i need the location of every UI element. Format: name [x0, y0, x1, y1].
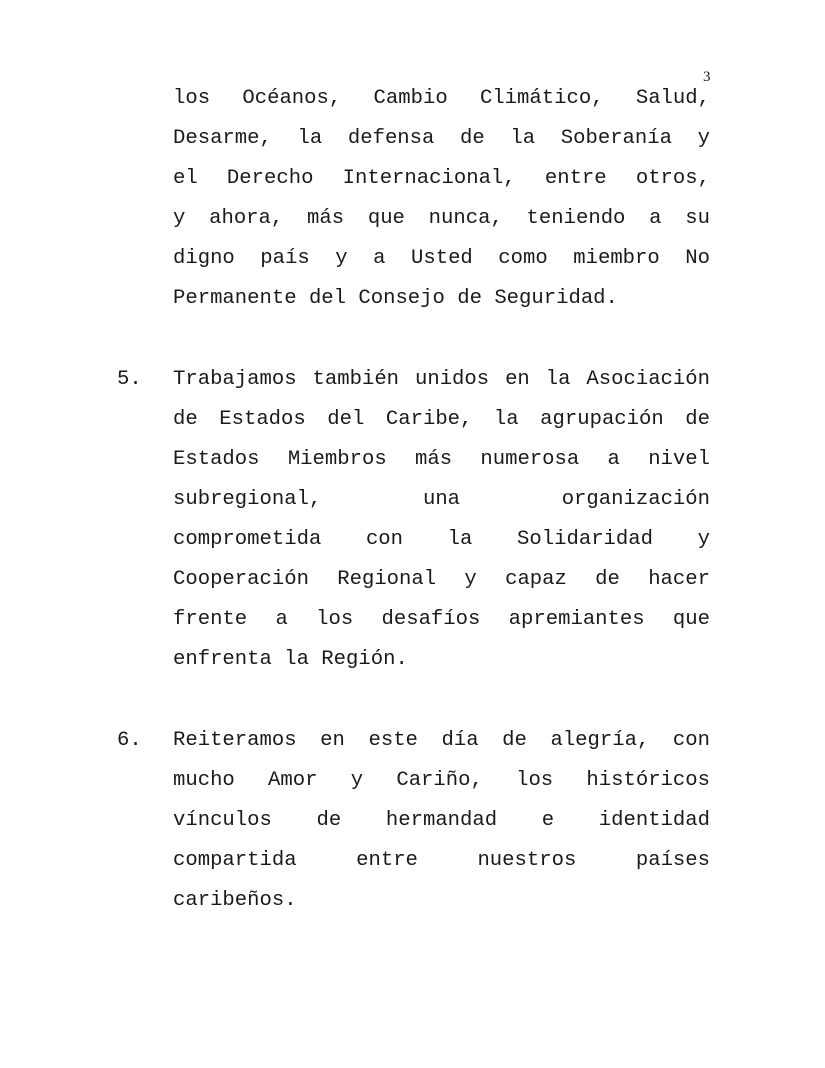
paragraph-line: frente a los desafíos apremiantes que	[173, 608, 710, 631]
paragraph-line: vínculos de hermandad e identidad	[173, 809, 710, 832]
paragraph-number: 5.	[117, 368, 142, 391]
paragraph-line: digno país y a Usted como miembro No	[173, 247, 710, 270]
paragraph-line: de Estados del Caribe, la agrupación de	[173, 408, 710, 431]
paragraph-line: Permanente del Consejo de Seguridad.	[173, 287, 618, 310]
paragraph-line: Trabajamos también unidos en la Asociación	[173, 368, 710, 391]
paragraph-line: y ahora, más que nunca, teniendo a su	[173, 207, 710, 230]
paragraph-line: caribeños.	[173, 889, 297, 912]
paragraph-number: 6.	[117, 729, 142, 752]
paragraph-line: el Derecho Internacional, entre otros,	[173, 167, 710, 190]
paragraph-line: Estados Miembros más numerosa a nivel	[173, 448, 710, 471]
paragraph-line: compartida entre nuestros países	[173, 849, 710, 872]
paragraph-line: los Océanos, Cambio Climático, Salud,	[173, 87, 710, 110]
paragraph-line: mucho Amor y Cariño, los históricos	[173, 769, 710, 792]
paragraph-line: Desarme, la defensa de la Soberanía y	[173, 127, 710, 150]
page-number: 3	[703, 69, 711, 85]
paragraph-line: enfrenta la Región.	[173, 648, 408, 671]
paragraph-line: Reiteramos en este día de alegría, con	[173, 729, 710, 752]
paragraph-line: Cooperación Regional y capaz de hacer	[173, 568, 710, 591]
paragraph-line: subregional, una organización	[173, 488, 710, 511]
paragraph-line: comprometida con la Solidaridad y	[173, 528, 710, 551]
